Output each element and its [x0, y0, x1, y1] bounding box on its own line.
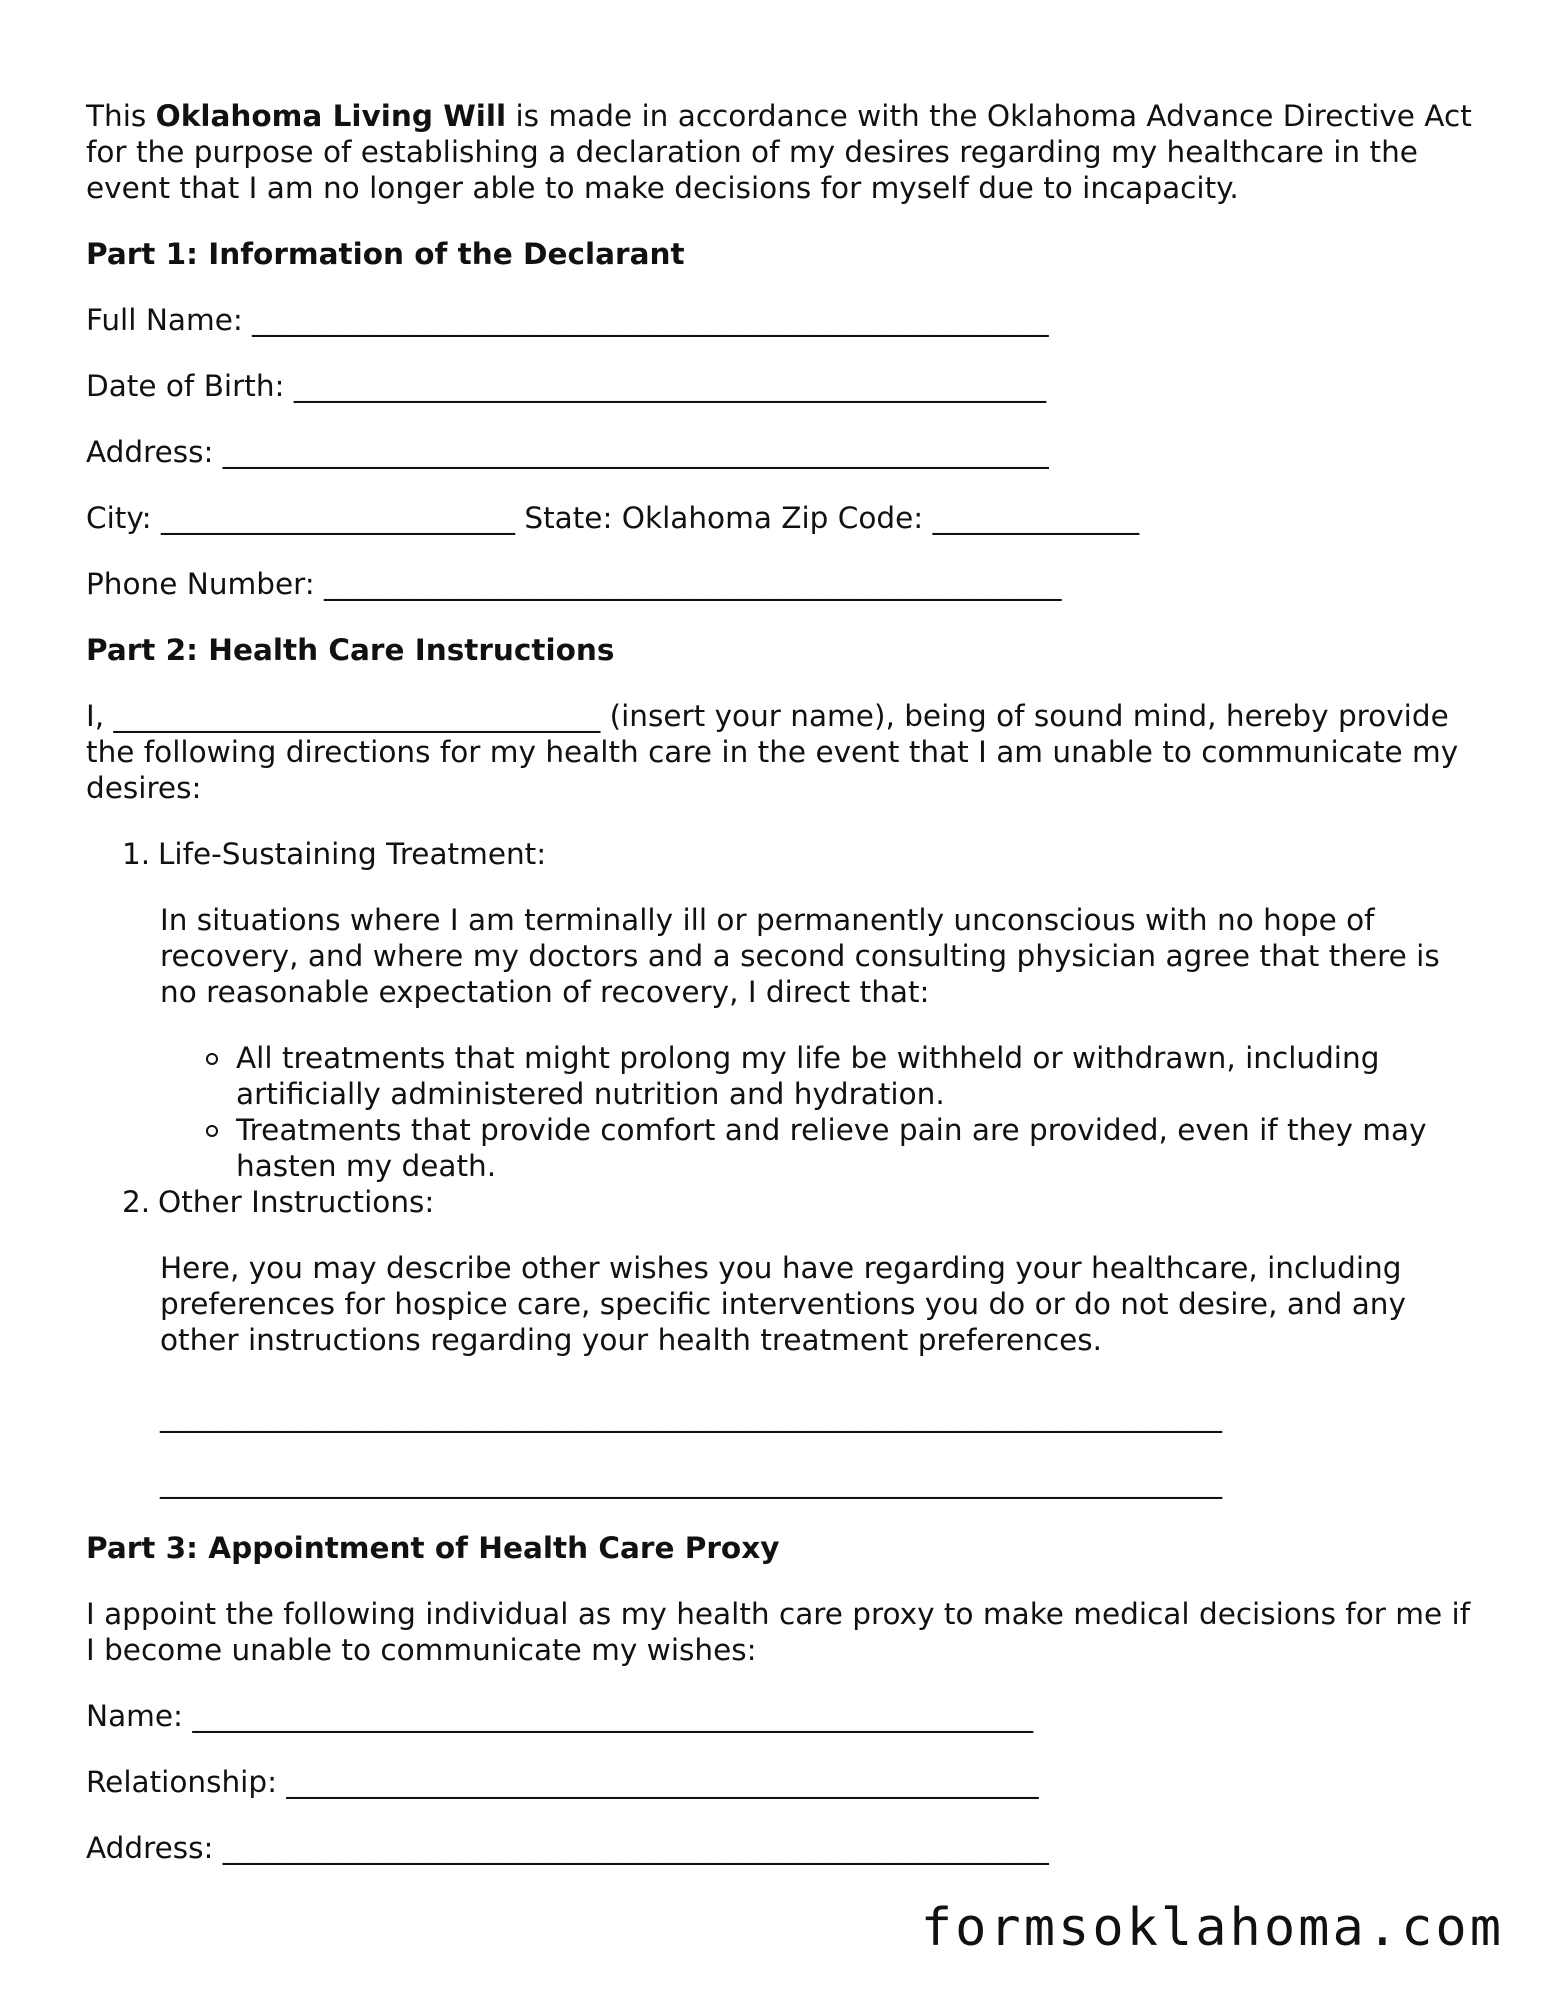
intro-text-rest: is made in accordance with the Oklahoma Advance Directive Act for the purpose of establishing a declaration of my desires regarding my healthcare in the event that I am no longer able to make decisions for myself due to incapacity. [86, 99, 1472, 205]
life-sustaining-text: In situations where I am terminally ill or permanently unconscious with no hope of recovery, and where my doctors and a second consulting physician agree that there is no reasonable expectation of recovery, I direct that: [160, 903, 1440, 1009]
intro-text-start: This [86, 99, 156, 133]
full-name-field[interactable]: Full Name: ______________________________________________________ [86, 303, 1049, 337]
proxy-address-field[interactable]: Address: ________________________________________________________ [86, 1831, 1049, 1865]
list-item [86, 1040, 1476, 1112]
bullet-circle-icon [206, 1053, 218, 1065]
bullet-text: Treatments that provide comfort and relieve pain are provided, even if they may hasten my death. [236, 1113, 1427, 1183]
date-of-birth-field[interactable]: Date of Birth: ___________________________________________________ [86, 369, 1047, 403]
proxy-appointment-text: I appoint the following individual as my health care proxy to make medical decisions for me if I become unable to communicate my wishes: [86, 1597, 1471, 1667]
item2-number: 2. [122, 1185, 151, 1219]
intro-paragraph [86, 98, 1476, 206]
bullet-circle-icon [206, 1125, 218, 1137]
proxy-name-field[interactable]: Name: _________________________________________________________ [86, 1699, 1034, 1733]
part1-heading: Part 1: Information of the Declarant [86, 237, 685, 271]
part2-heading: Part 2: Health Care Instructions [86, 633, 615, 667]
watermark-text: formsoklahoma.com [920, 1898, 1504, 1958]
item-other-instructions [86, 1184, 1476, 1220]
proxy-relationship-field[interactable]: Relationship: ___________________________________________________ [86, 1765, 1039, 1799]
part3-heading: Part 3: Appointment of Health Care Proxy [86, 1531, 780, 1565]
living-will-document [86, 98, 1476, 1896]
item1-number: 1. [122, 837, 151, 871]
phone-number-field[interactable]: Phone Number: __________________________________________________ [86, 567, 1062, 601]
item-life-sustaining-treatment [86, 836, 1476, 872]
item2-title: Other Instructions: [158, 1185, 435, 1219]
document-title-bold: Oklahoma Living Will [155, 99, 507, 133]
list-item [86, 1112, 1476, 1184]
treatment-directive-list [86, 1040, 1476, 1184]
bullet-text: All treatments that might prolong my life be withheld or withdrawn, including artificially administered nutrition and hydration. [236, 1041, 1380, 1111]
other-instructions-blank-line-2[interactable]: ________________________________________________________________________ [160, 1465, 1222, 1499]
city-state-zip-field[interactable]: City: ________________________ State: Oklahoma Zip Code: ______________ [86, 501, 1140, 535]
other-instructions-text: Here, you may describe other wishes you have regarding your healthcare, including preferences for hospice care, specific interventions you do or do not desire, and any other instructions regarding your health treatment preferences. [160, 1251, 1406, 1357]
item1-title: Life-Sustaining Treatment: [158, 837, 547, 871]
other-instructions-blank-line-1[interactable]: ________________________________________________________________________ [160, 1399, 1222, 1433]
address-field[interactable]: Address: ________________________________________________________ [86, 435, 1049, 469]
declaration-paragraph[interactable]: I, _________________________________ (insert your name), being of sound mind, hereby provide the following directions for my health care in the event that I am unable to communicate my desires: [86, 699, 1459, 805]
